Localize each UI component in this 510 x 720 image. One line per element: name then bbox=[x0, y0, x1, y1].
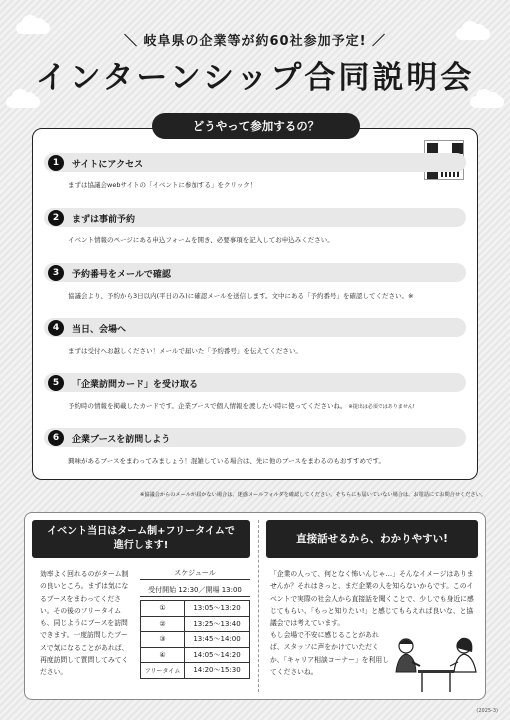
schedule-table bbox=[140, 600, 250, 679]
term-label: フリータイム bbox=[141, 663, 185, 679]
document-id: (2025-3) bbox=[476, 708, 498, 714]
footnote: ※協議会からのメールが届かない場合は、迷惑メールフォルダを確認してください。そちらにも届いていない場合は、お電話にてお問合せください。 bbox=[139, 492, 486, 498]
term-time: 14:05〜14:20 bbox=[185, 647, 250, 663]
direct-talk-text: 「企業の人って、何となく怖いんじゃ…」そんなイメージはありませんか？それはきっと、まだ企業の人を知らないからです。このイベントで実際の社会人から直接話を聞くことで、少しでも身近に感じてもらい、「もっと知りたい!」と感じてもらえれば良いな、と協議会では考えています。 bbox=[270, 570, 474, 628]
term-label: ③ bbox=[141, 632, 185, 648]
step-title: 企業ブースを訪問しよう bbox=[72, 435, 171, 445]
step-title: 「企業訪問カード」を受け取る bbox=[72, 380, 199, 390]
table-row bbox=[141, 632, 250, 648]
step-number: 5 bbox=[48, 375, 64, 391]
schedule-heading-line1: イベント当日はターム制+フリータイムで bbox=[47, 526, 235, 537]
term-label: ② bbox=[141, 616, 185, 632]
term-time: 13:45〜14:00 bbox=[185, 632, 250, 648]
step-3 bbox=[44, 263, 466, 282]
cloud-decoration bbox=[6, 96, 40, 108]
direct-talk-heading: 直接話せるから、わかりやすい! bbox=[266, 520, 478, 558]
divider bbox=[258, 520, 259, 692]
step-number: 1 bbox=[48, 155, 64, 171]
term-label: ④ bbox=[141, 647, 185, 663]
table-row bbox=[141, 663, 250, 679]
step-description: 興味があるブースをまわってみましょう！混雑している場合は、先に他のブースをまわるのもおすすめです。 bbox=[68, 457, 385, 465]
step-title: 予約番号をメールで確認 bbox=[72, 270, 171, 280]
cloud-decoration bbox=[470, 96, 504, 108]
step-number: 4 bbox=[48, 320, 64, 336]
step-description: まずは受付へお越しください！メールで届いた「予約番号」を伝えてください。 bbox=[68, 347, 302, 355]
step-6 bbox=[44, 428, 466, 447]
step-number: 2 bbox=[48, 210, 64, 226]
step-2 bbox=[44, 208, 466, 227]
page-subtitle: ＼ 岐阜県の企業等が約60社参加予定! ／ bbox=[123, 34, 387, 49]
schedule-title: スケジュール bbox=[140, 568, 250, 580]
table-row bbox=[141, 616, 250, 632]
step-number: 6 bbox=[48, 430, 64, 446]
step-description bbox=[68, 401, 415, 410]
term-time: 13:05〜13:20 bbox=[185, 601, 250, 617]
term-time: 14:20〜15:30 bbox=[185, 663, 250, 679]
term-time: 13:25〜13:40 bbox=[185, 616, 250, 632]
schedule-description: 効率よく回れるのがターム制の良いところ。まずは気になるブースをまわってください。その後のフリータイムも、同じようにブースを訪問できます。一度訪問したブースで気になることがあれば、再度訪問して質問してみてください。 bbox=[40, 570, 129, 677]
step-note: ※提出は必須ではありません! bbox=[348, 404, 415, 410]
step-title: まずは事前予約 bbox=[72, 215, 136, 225]
step-description-text: 予約時の情報を掲載したカードです。企業ブースで個人情報を渡したい時に使ってくださいね。 bbox=[68, 402, 347, 410]
schedule-heading-line2: 進行します! bbox=[113, 540, 169, 551]
step-description: 協議会より、予約から3日以内(平日のみ)に確認メールを送信します。文中にある「予約番号」を確認してください。※ bbox=[68, 292, 414, 300]
career-advice-text: もし会場で不安に感じることがあれば、スタッフに声をかけていただくか、「キャリア相談コーナー」を利用してくださいね。 bbox=[270, 631, 389, 676]
step-number: 3 bbox=[48, 265, 64, 281]
step-1 bbox=[44, 153, 466, 172]
table-row bbox=[141, 601, 250, 617]
step-title: 当日、会場へ bbox=[72, 325, 127, 335]
conversation-illustration-icon bbox=[388, 632, 480, 694]
step-description: イベント情報のページにある申込フォームを開き、必要事項を記入してお申込みください。 bbox=[68, 236, 334, 244]
term-label: ① bbox=[141, 601, 185, 617]
step-title: サイトにアクセス bbox=[72, 160, 144, 170]
step-5 bbox=[44, 373, 466, 392]
howto-heading: どうやって参加するの？ bbox=[152, 113, 360, 139]
schedule-open-time: 受付開始 12:30／開場 13:00 bbox=[140, 585, 250, 597]
step-4 bbox=[44, 318, 466, 337]
table-row bbox=[141, 647, 250, 663]
page-title: インターンシップ合同説明会 bbox=[35, 60, 475, 96]
schedule-heading bbox=[32, 520, 250, 558]
step-description: まずは協議会webサイトの「イベントに参加する」をクリック！ bbox=[68, 181, 257, 189]
